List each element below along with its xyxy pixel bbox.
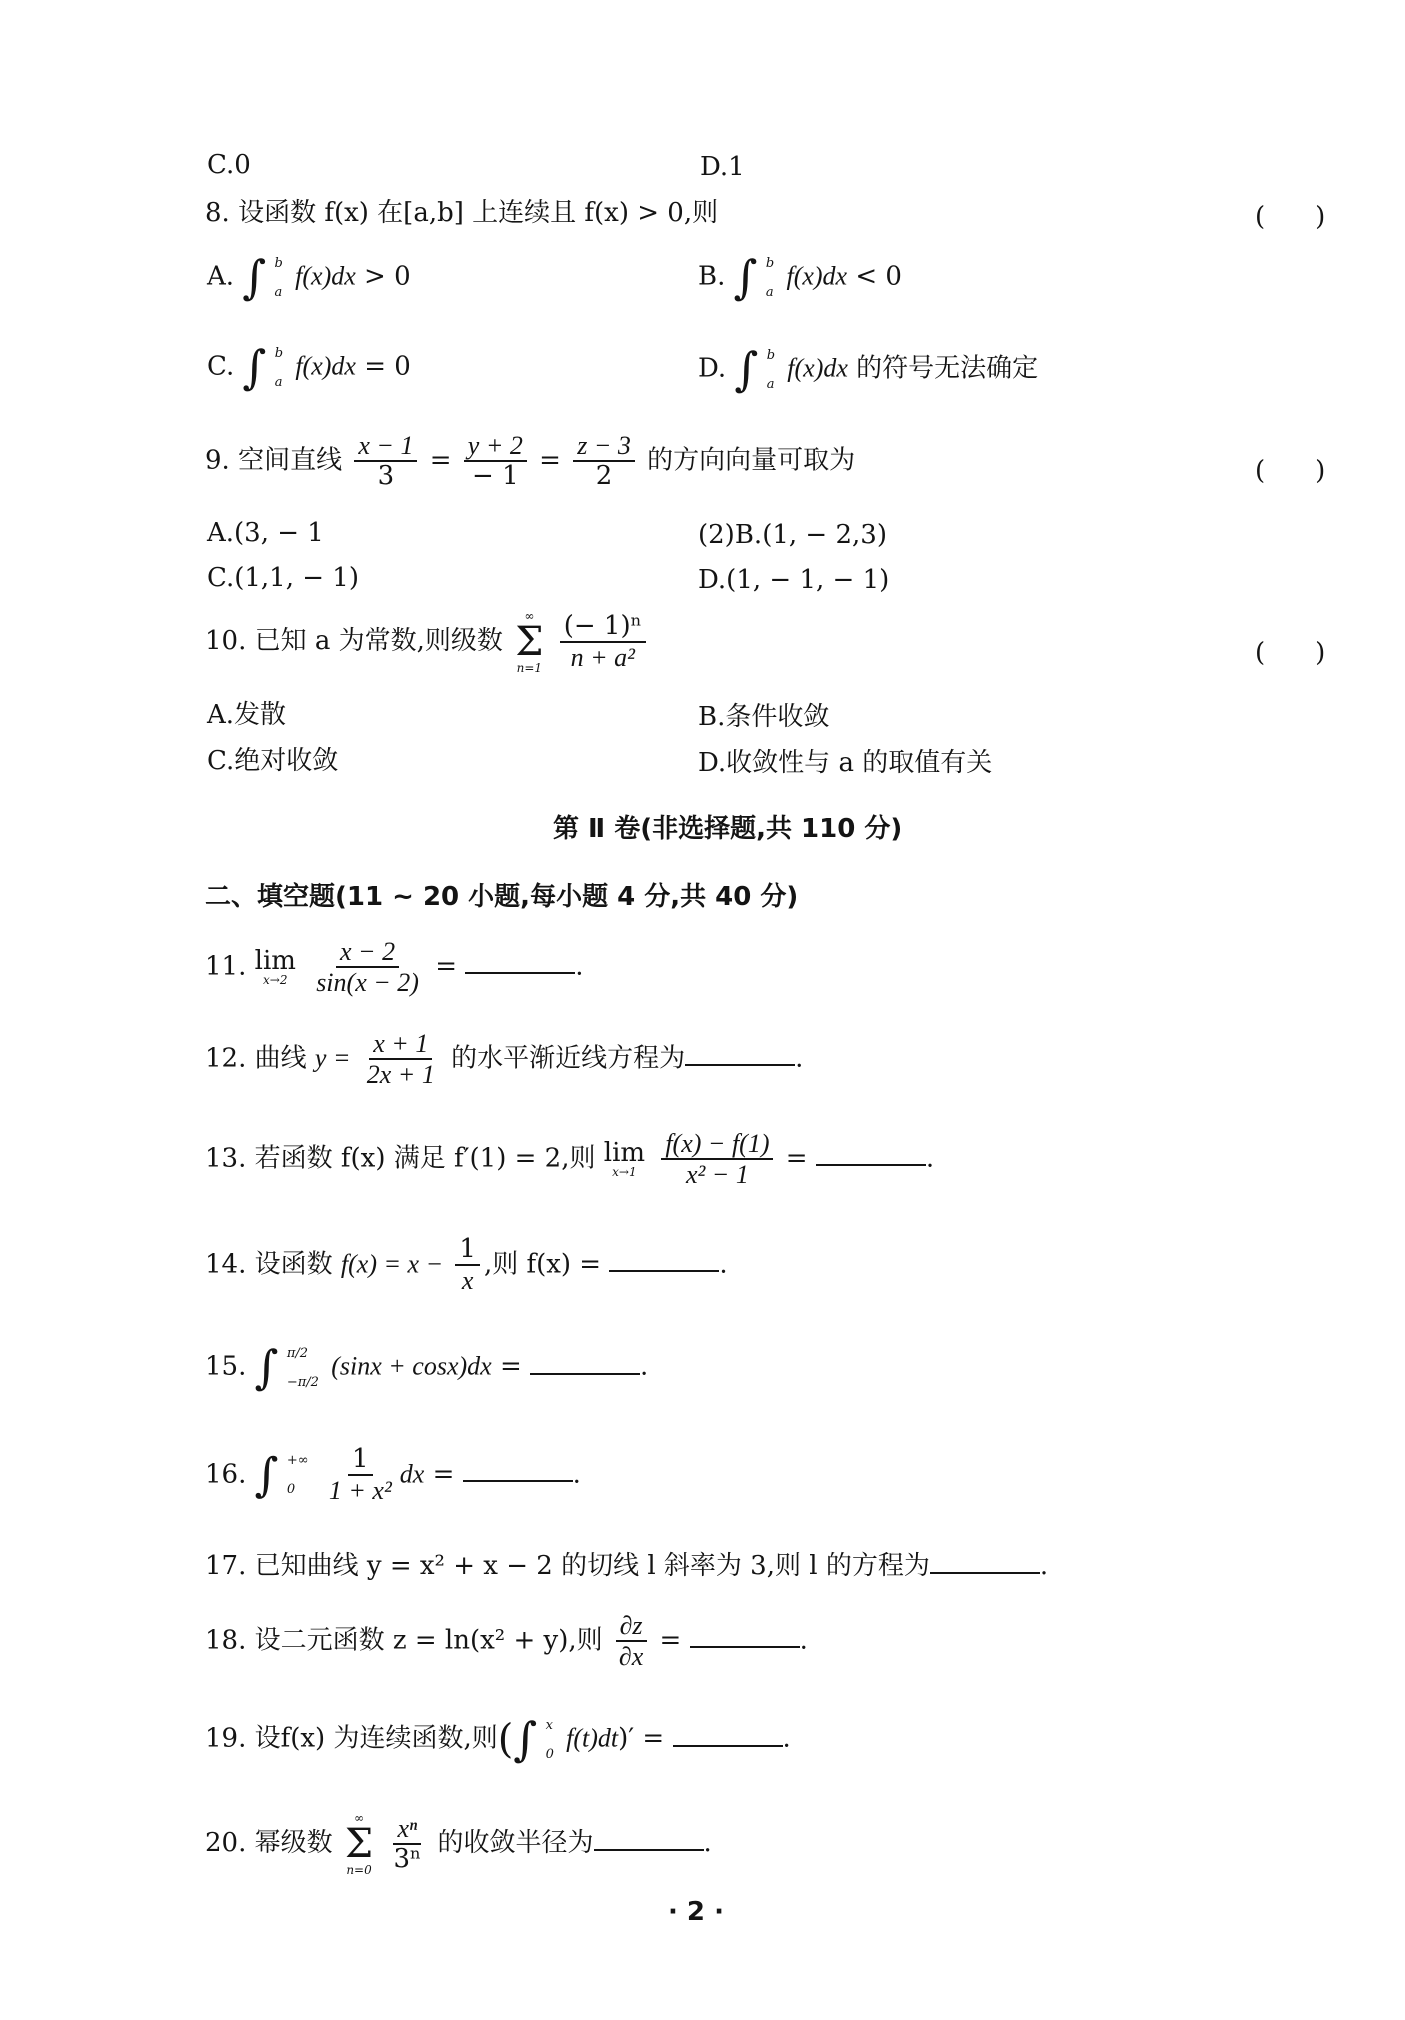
option-a-q10: A.发散 xyxy=(207,700,287,730)
question-20: 20. 幂级数 ∞ Σ n=0 $\frac{\text{xⁿ}}{\text{3ⁿ}}$ 的收敛半径为 . xyxy=(205,1811,712,1877)
question-number: 19. xyxy=(205,1723,247,1754)
question-number: 15. xyxy=(205,1351,247,1382)
integral-sign: ∫ xyxy=(242,340,267,394)
question-9-stem: 9. 空间直线 $\frac{x - 1}{3}$ = $\frac{y + 2}{- 1}$ = $\frac{z - 3}{2}$ 的方向向量可取为 xyxy=(205,431,856,492)
answer-blank[interactable] xyxy=(465,950,575,974)
limit: lim x→2 xyxy=(254,946,296,988)
option-c-q9: C.(1,1, − 1) xyxy=(207,563,359,593)
answer-blank[interactable] xyxy=(609,1248,719,1272)
option-c-q7: C.0 xyxy=(207,150,251,180)
fraction: $\frac{y + 2}{- 1}$ xyxy=(464,432,527,491)
section-title: 第 Ⅱ 卷(非选择题,共 110 分) xyxy=(553,814,903,844)
fraction: $\frac{1}{x}$ xyxy=(455,1236,480,1295)
option-b-q9: (2)B.(1, − 2,3) xyxy=(698,520,887,550)
answer-blank[interactable] xyxy=(530,1351,640,1375)
question-14: 14. 设函数 f(x) = x − $\frac{1}{x}$ ,则 f(x) = . xyxy=(205,1234,728,1296)
question-number: 14. xyxy=(205,1249,247,1280)
question-12: 12. 曲线 y = $\frac{x + 1}{2x + 1}$ 的水平渐近线方程为 . xyxy=(205,1029,804,1090)
fill-in-header: 二、填空题(11 ~ 20 小题,每小题 4 分,共 40 分) xyxy=(205,882,799,912)
option-b-q8: B. ∫ b a f(x)dx < 0 xyxy=(698,250,902,304)
integral-sign: ∫ xyxy=(254,1447,279,1502)
answer-paren-q10: ( ) xyxy=(1255,638,1326,668)
answer-blank[interactable] xyxy=(463,1458,573,1482)
question-8-stem xyxy=(205,198,718,229)
question-18: 18. 设二元函数 z = ln(x² + y),则 $\frac{\partial z}{\partial x}$ = . xyxy=(205,1611,808,1672)
question-number: 16. xyxy=(205,1459,247,1490)
answer-blank[interactable] xyxy=(673,1723,783,1747)
fraction: $\frac{\text{xⁿ}}{\text{3ⁿ}}$ xyxy=(393,1813,422,1874)
question-number: 11. xyxy=(205,951,247,982)
fraction: $\frac{f(x) - f(1)}{\text{x² − 1}}$ xyxy=(661,1130,773,1189)
option-d-q9: D.(1, − 1, − 1) xyxy=(698,565,890,595)
question-13: 13. 若函数 f(x) 满足 f′(1) = 2,则 lim x→1 $\frac{f(x) - f(1)}{\text{x² − 1}}$ = . xyxy=(205,1129,935,1190)
question-number: 18. xyxy=(205,1625,247,1656)
answer-paren-q8: ( ) xyxy=(1255,202,1326,232)
fraction: $\frac{z - 3}{2}$ xyxy=(573,432,635,491)
answer-blank[interactable] xyxy=(685,1042,795,1066)
question-number: 9. xyxy=(205,445,230,476)
option-d-q8: D. ∫ b a f(x)dx 的符号无法确定 xyxy=(698,342,1039,396)
answer-blank[interactable] xyxy=(690,1624,800,1648)
question-17: 17. 已知曲线 y = x² + x − 2 的切线 l 斜率为 3,则 l 的方程为 . xyxy=(205,1551,1049,1581)
question-number: 17. xyxy=(205,1551,247,1581)
option-b-q10: B.条件收敛 xyxy=(698,702,830,732)
option-a-q9: A.(3, − 1 xyxy=(207,518,324,548)
question-number: 20. xyxy=(205,1828,247,1858)
answer-paren-q9: ( ) xyxy=(1255,456,1326,486)
question-19: 19. 设f(x) 为连续函数,则(∫ x 0 f(t)dt)′ = . xyxy=(205,1712,791,1766)
integral-sign: ∫ xyxy=(733,250,758,304)
summation: ∞ Σ n=0 xyxy=(344,1811,374,1877)
integral-sign: ∫ xyxy=(513,1712,538,1766)
question-16: 16. ∫ +∞ 0 $\frac{1}{\text{1 + x²}}$ dx = . xyxy=(205,1444,581,1506)
question-number: 8. xyxy=(205,198,230,228)
option-d-q7: D.1 xyxy=(700,152,745,182)
question-11: 11. lim x→2 $\frac{x - 2}{\sin(x - 2)}$ = . xyxy=(205,937,584,998)
fraction: $\frac{x - 2}{\sin(x - 2)}$ xyxy=(316,937,419,998)
answer-blank[interactable] xyxy=(594,1827,704,1851)
integral-sign: ∫ xyxy=(734,342,759,396)
limit: lim x→1 xyxy=(603,1138,646,1180)
fraction: $\frac{\partial z}{\partial x}$ xyxy=(615,1612,647,1671)
answer-blank[interactable] xyxy=(816,1142,926,1166)
fraction: $\frac{1}{\text{1 + x²}}$ xyxy=(328,1444,392,1506)
summation: ∞ Σ n=1 xyxy=(515,609,544,675)
question-number: 12. xyxy=(205,1043,247,1074)
question-text: 设函数 f(x) 在[a,b] 上连续且 f(x) > 0,则 xyxy=(238,198,719,228)
question-number: 13. xyxy=(205,1143,247,1174)
question-10-stem: 10. 已知 a 为常数,则级数 ∞ Σ n=1 $\frac{\text{(− 1)ⁿ}}{\text{n + a²}}$ xyxy=(205,610,650,674)
answer-blank[interactable] xyxy=(930,1550,1040,1574)
fraction: $\frac{x + 1}{2x + 1}$ xyxy=(366,1029,435,1090)
integral-sign: ∫ xyxy=(242,250,267,304)
option-d-q10: D.收敛性与 a 的取值有关 xyxy=(698,748,993,778)
page-number: · 2 · xyxy=(668,1897,724,1927)
option-a-q8: A. ∫ b a f(x)dx > 0 xyxy=(207,250,411,304)
option-c-q8: C. ∫ b a f(x)dx = 0 xyxy=(207,340,411,394)
question-number: 10. xyxy=(205,626,247,656)
question-15: 15. ∫ π/2 −π/2 (sinx + cosx)dx = . xyxy=(205,1340,649,1394)
option-c-q10: C.绝对收敛 xyxy=(207,746,339,776)
integral-sign: ∫ xyxy=(254,1340,279,1394)
fraction: $\frac{x - 1}{3}$ xyxy=(354,432,417,491)
fraction: $\frac{\text{(− 1)ⁿ}}{\text{n + a²}}$ xyxy=(560,613,646,672)
